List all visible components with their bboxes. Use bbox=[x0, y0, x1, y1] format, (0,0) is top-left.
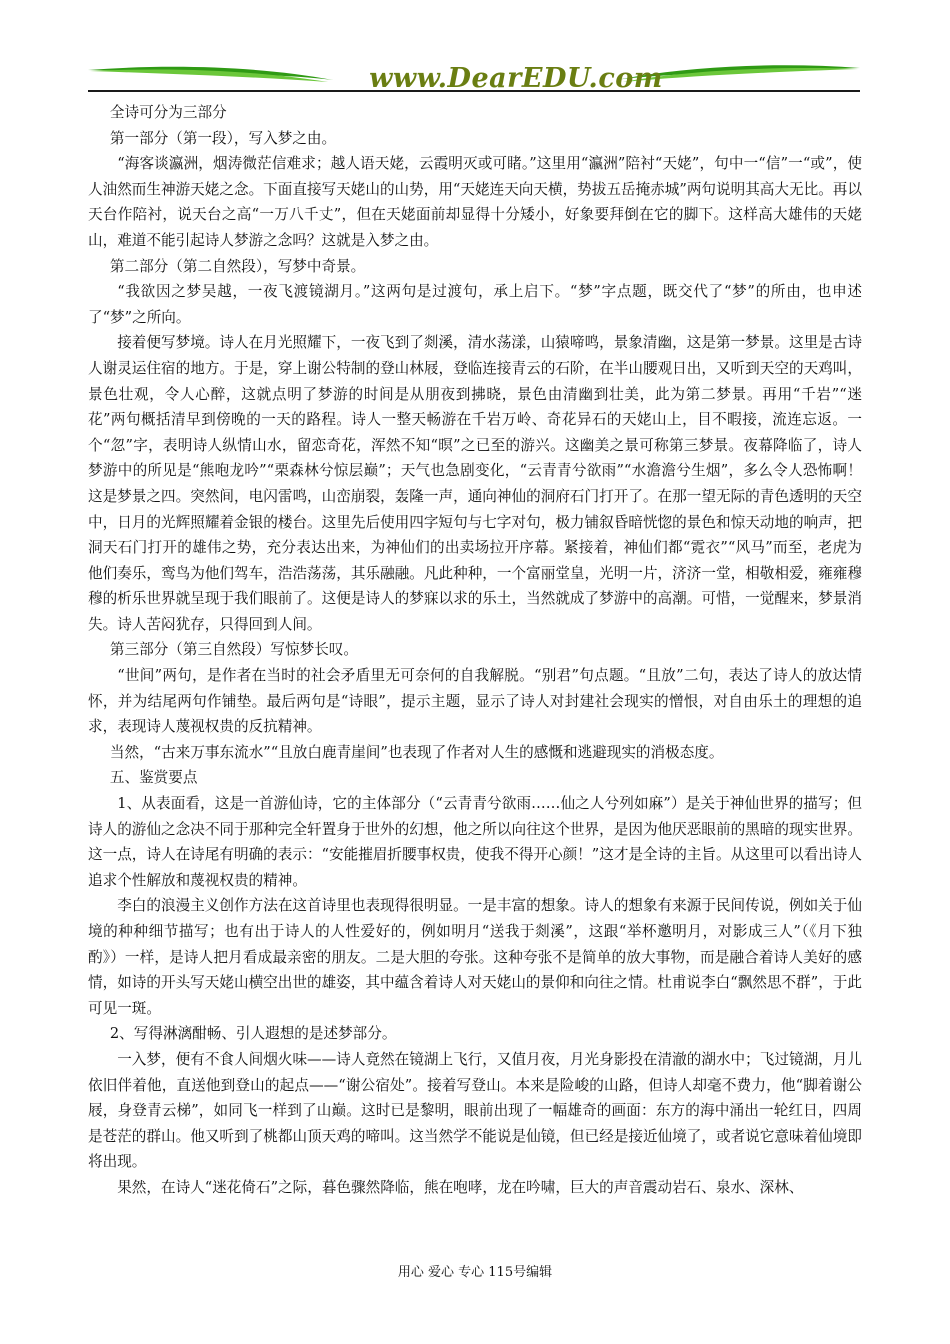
part-one-heading: 第一部分（第一段），写入梦之由。 bbox=[109, 129, 337, 147]
paragraph: 当然，“古来万事东流水”“且放白鹿青崖间”也表现了作者对人生的感慨和逃避现实的消极态度。 bbox=[109, 743, 724, 761]
site-header bbox=[88, 58, 860, 98]
section-five-heading: 五、鉴赏要点 bbox=[109, 769, 198, 787]
paragraph: 一入梦，便有不食人间烟火味——诗人竟然在镜湖上飞行，又值月夜，月光身影投在清澈的湖水中；飞过镜湖，月儿依旧伴着他，直送他到登山的起点——“谢公宿处”。接着写登山。本来是险峻的山路，但诗人却毫不费力，他“脚着谢公屐，身登青云梯”，如同飞一样到了山巅。这时已是黎明，眼前出现了一幅雄奇的画面：东方的海中涌出一轮红日，四周是苍茫的群山。他又听到了桃都山顶天鸡的啼叫。这当然学不能说是仙镜，但已经是接近仙境了，或者说它意味着仙境即将出现。 bbox=[88, 1050, 862, 1171]
paragraph: 1、从表面看，这是一首游仙诗，它的主体部分（“云青青兮欲雨……仙之人兮列如麻”）是关于神仙世界的描写；但诗人的游仙之念决不同于那种完全轩置身于世外的幻想，他之所以向往这个世界，是因为他厌恶眼前的黑暗的现实世界。这一点，诗人在诗尾有明确的表示：“安能摧眉折腰事权贵，使我不得开心颜！”这才是全诗的主旨。从这里可以看出诗人追求个性解放和蔑视权贵的精神。 bbox=[88, 795, 862, 889]
section-intro: 全诗可分为三部分 bbox=[109, 104, 227, 121]
article-body bbox=[88, 100, 862, 1201]
part-two-heading: 第二部分（第二自然段），写梦中奇景。 bbox=[109, 257, 366, 275]
paragraph: “世间”两句，是作者在当时的社会矛盾里无可奈何的自我解脱。“别君”句点题。“且放”二句，表达了诗人的放达情怀，并为结尾两句作铺垫。最后两句是“诗眼”，提示主题，显示了诗人对封建社会现实的憎恨，对自由乐土的理想的追求，表现诗人蔑视权贵的反抗精神。 bbox=[88, 667, 862, 736]
site-logo[interactable]: www.DearEDU.com bbox=[369, 63, 663, 94]
paragraph: “我欲因之梦吴越，一夜飞渡镜湖月。”这两句是过渡句，承上启下。“梦”字点题，既交代了“梦”的所由，也申述了“梦”之所向。 bbox=[88, 283, 862, 326]
paragraph: 李白的浪漫主义创作方法在这首诗里也表现得很明显。一是丰富的想象。诗人的想象有来源于民间传说，例如关于仙境的种种细节描写；也有出于诗人的人性爱好的，例如明月“送我于剡溪”，这跟“举杯邀明月，对影成三人”（《月下独酌》）一样，是诗人把月看成最亲密的朋友。二是大胆的夸张。这种夸张不是简单的放大事物，而是融合着诗人美好的感情，如诗的开头写天姥山横空出世的雄姿，其中蕴含着诗人对天姥山的景仰和向往之情。杜甫说李白“飘然思不群”，于此可见一斑。 bbox=[88, 897, 862, 1017]
paragraph: 接着便写梦境。诗人在月光照耀下，一夜飞到了剡溪，清水荡漾，山猿啼鸣，景象清幽，这是第一梦景。这里是古诗人谢灵运住宿的地方。于是，穿上谢公特制的登山林屐，登临连接青云的石阶，在半山腰观日出，又听到天空的天鸡叫，景色壮观，令人心醉，这就点明了梦游的时间是从朋夜到拂晓，景色由清幽到壮美，此为第二梦景。再用“千岩”“迷花”两句概括清早到傍晚的一天的路程。诗人一整天畅游在千岩万岭、奇花异石的天姥山上，目不暇接，流连忘返。一个“忽”字，表明诗人纵情山水，留恋奇花，浑然不知“暝”之已至的游兴。这幽美之景可称第三梦景。夜幕降临了，诗人梦游中的所见是“熊咆龙吟”“栗森林兮惊层巅”；天气也急剧变化，“云青青兮欲雨”“水澹澹兮生烟”，多么令人恐怖啊！这是梦景之四。突然间，电闪雷鸣，山峦崩裂，轰隆一声，通向神仙的洞府石门打开了。在那一望无际的青色透明的天空中，日月的光辉照耀着金银的楼台。这里先后使用四字短句与七字对句，极力铺叙昏暗恍惚的景色和惊天动地的响声，把洞天石门打开的雄伟之势，充分表达出来，为神仙们的出卖场拉开序幕。紧接着，神仙们都“霓衣”“风马”而至，老虎为他们奏乐，鸾鸟为他们驾车，浩浩荡荡，其乐融融。凡此种种，一个富丽堂皇，光明一片，济济一堂，相敬相爱，雍雍穆穆的析乐世界就呈现于我们眼前了。这便是诗人的梦寐以求的乐土，当然就成了梦游中的高潮。可惜，一觉醒来，梦景消失。诗人苦闷犹存，只得回到人间。 bbox=[88, 334, 862, 633]
paragraph: “海客谈瀛洲，烟涛微茫信难求；越人语天姥，云霞明灭或可睹。”这里用“瀛洲”陪衬“天姥”，句中一“信”一“或”，使人油然而生神游天姥之念。下面直接写天姥山的山势，用“天姥连天向天横，势拔五岳掩赤城”两句说明其高大无比。再以天台作陪衬，说天台之高“一万八千丈”，但在天姥面前却显得十分矮小，好象要拜倒在它的脚下。这样高大雄伟的天姥山，难道不能引起诗人梦游之念吗？这就是入梦之由。 bbox=[88, 155, 862, 249]
page-footer: 用心 爱心 专心 115号编辑 bbox=[397, 1265, 553, 1280]
part-three-heading: 第三部分（第三自然段）写惊梦长叹。 bbox=[109, 641, 358, 659]
paragraph: 果然，在诗人“迷花倚石”之际，暮色骤然降临，熊在咆哮，龙在吟啸，巨大的声音震动岩石、泉水、深林、 bbox=[117, 1178, 804, 1196]
point-two-heading: 2、写得淋漓酣畅、引人遐想的是述梦部分。 bbox=[109, 1025, 397, 1043]
